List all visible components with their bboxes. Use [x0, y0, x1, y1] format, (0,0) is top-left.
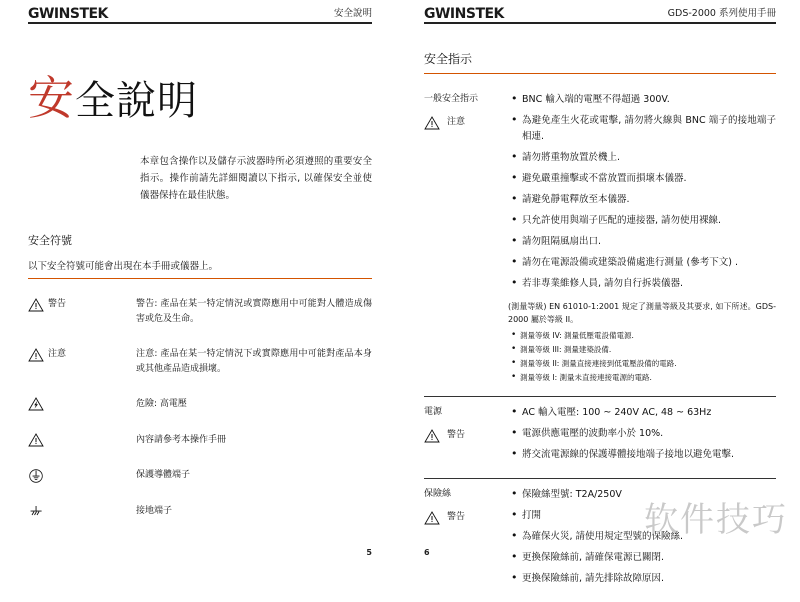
- symbol-cell: [28, 504, 136, 540]
- bullet-list: [508, 405, 776, 463]
- high-voltage-icon: [28, 397, 44, 411]
- list-item: • 測量等級 IV: 測量低壓電設備電源.: [520, 330, 776, 342]
- left-page-number: 5: [366, 548, 372, 557]
- list-item: • 請勿將重物放置於機上.: [522, 150, 776, 166]
- safety-symbols-heading: 安全符號: [28, 232, 372, 248]
- symbol-description: 警告: 產品在某一特定情況或實際應用中可能對人體造成傷害或危及生命。: [136, 297, 372, 347]
- list-item: • AC 輸入電壓: 100 ~ 240V AC, 48 ~ 63Hz: [522, 405, 776, 421]
- list-item: • 避免嚴重撞擊或不當放置而損壞本儀器.: [522, 171, 776, 187]
- accent-rule-right: [424, 73, 776, 74]
- row-badge-label: 警告: [447, 428, 465, 443]
- safety-instructions-heading: 安全指示: [424, 50, 776, 67]
- safety-instructions-table: [424, 84, 776, 602]
- right-header-title: GDS-2000 系列使用手冊: [668, 8, 776, 20]
- symbol-cell: [28, 297, 136, 347]
- table-row: [424, 397, 776, 479]
- symbol-cell: [28, 347, 136, 397]
- list-item: • 保險絲型號: T2A/250V: [522, 487, 776, 503]
- earth-ground-icon: [28, 504, 44, 518]
- page-title-rest: 全說明: [75, 78, 198, 124]
- row-badge: [424, 510, 502, 525]
- row-badge-label: 警告: [447, 510, 465, 525]
- list-item: • 電源供應電壓的波動率小於 10%.: [522, 426, 776, 442]
- left-page-header: [28, 0, 372, 24]
- symbol-description: 保護導體端子: [136, 468, 372, 504]
- symbol-label: 注意: [48, 349, 66, 359]
- left-page: [0, 0, 400, 565]
- list-item: • 測量等級 II: 測量直接連接到低電壓設備的電路.: [520, 358, 776, 370]
- left-header-title: 安全說明: [334, 8, 372, 20]
- row-label: 一般安全指示: [424, 92, 502, 107]
- list-item: • 打開: [522, 508, 776, 524]
- right-page: [400, 0, 800, 565]
- list-item: • 測量等級 I: 測量未直接連接電源的電路.: [520, 372, 776, 384]
- table-row: [424, 479, 776, 602]
- protective-earth-icon: [28, 468, 44, 482]
- table-row: [28, 347, 372, 397]
- row-badge: [424, 428, 502, 443]
- row-badge-label: 注意: [447, 115, 465, 130]
- right-page-header: [424, 0, 776, 24]
- row-label: 保險絲: [424, 487, 502, 502]
- list-item: • 測量等級 III: 測量建築設備.: [520, 344, 776, 356]
- table-row: [28, 504, 372, 540]
- list-item: • 請避免靜電釋放至本儀器.: [522, 192, 776, 208]
- table-row: [424, 84, 776, 397]
- list-item: • 將交流電源線的保護導體接地端子接地以避免電擊.: [522, 447, 776, 463]
- table-row: [28, 297, 372, 347]
- warning-triangle-icon: [424, 511, 440, 525]
- symbol-description: 內容請參考本操作手冊: [136, 433, 372, 469]
- list-item: • 為避免產生火花或電擊, 請勿將火線與 BNC 端子的接地端子相連.: [522, 113, 776, 145]
- manual-triangle-icon: [28, 433, 44, 447]
- warning-triangle-icon: [28, 298, 44, 312]
- safety-symbols-subheading: 以下安全符號可能會出現在本手冊或儀器上。: [28, 258, 372, 272]
- row-content-cell: [502, 84, 776, 397]
- right-page-number: 6: [424, 548, 430, 557]
- table-row: [28, 433, 372, 469]
- watermark: 软件技巧: [644, 492, 788, 541]
- symbol-cell: [28, 433, 136, 469]
- gwinstek-logo: GWINSTEK: [28, 7, 108, 21]
- caution-triangle-icon: [28, 348, 44, 362]
- list-item: • 請勿在電源設備或建築設備處進行測量 (參考下文) .: [522, 255, 776, 271]
- list-item: • 只允許使用與端子匹配的連接器, 請勿使用裸線.: [522, 213, 776, 229]
- page-title-first-char: 安: [28, 71, 75, 125]
- symbol-label: 警告: [48, 299, 66, 309]
- row-label: 電源: [424, 405, 502, 420]
- measurement-category-list: [508, 330, 776, 384]
- row-label-cell: [424, 84, 502, 397]
- measurement-note: (測量等級) EN 61010-1:2001 規定了測量等級及其要求, 如下所述。GDS-2000 屬於等級 II。: [508, 300, 776, 326]
- symbol-cell: [28, 468, 136, 504]
- row-label-cell: [424, 479, 502, 602]
- accent-rule-left: [28, 278, 372, 279]
- symbol-description: 接地端子: [136, 504, 372, 540]
- table-row: [28, 397, 372, 433]
- list-item: • 更換保險絲前, 請確保電源已關閉.: [522, 550, 776, 566]
- row-badge: [424, 115, 502, 130]
- gwinstek-logo: GWINSTEK: [424, 7, 504, 21]
- row-content-cell: [502, 479, 776, 602]
- list-item: • 請勿阻隔風扇出口.: [522, 234, 776, 250]
- table-row: [28, 468, 372, 504]
- caution-triangle-icon: [424, 116, 440, 130]
- bullet-list: [508, 487, 776, 587]
- list-item: • BNC 輸入端的電壓不得超過 300V.: [522, 92, 776, 108]
- symbol-table: [28, 297, 372, 539]
- list-item: • 為確保火災, 請使用規定型號的保險絲.: [522, 529, 776, 545]
- bullet-list: [508, 92, 776, 292]
- row-label-cell: [424, 397, 502, 479]
- warning-triangle-icon: [424, 429, 440, 443]
- list-item: • 若非專業維修人員, 請勿自行拆裝儀器.: [522, 276, 776, 292]
- page-title: [28, 76, 372, 123]
- symbol-cell: [28, 397, 136, 433]
- row-content-cell: [502, 397, 776, 479]
- symbol-description: 注意: 產品在某一特定情況下或實際應用中可能對產品本身或其他產品造成損壞。: [136, 347, 372, 397]
- symbol-description: 危險: 高電壓: [136, 397, 372, 433]
- list-item: • 更換保險絲前, 請先排除故障原因.: [522, 571, 776, 587]
- intro-paragraph: 本章包含操作以及儲存示波器時所必須遵照的重要安全指示。操作前請先詳細閱讀以下指示, 以確保安全並使儀器保持在最佳狀態。: [140, 153, 372, 204]
